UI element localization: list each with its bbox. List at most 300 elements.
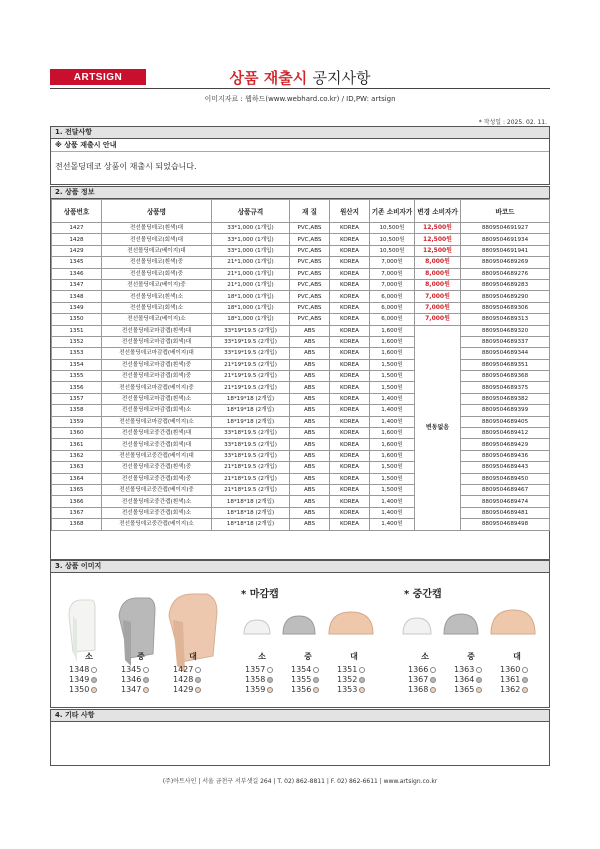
table-row: [52, 314, 550, 325]
table-cell: KOREA: [330, 268, 370, 279]
product-code: 1359: [245, 685, 266, 694]
product-code: 1355: [291, 675, 312, 684]
table-cell: 전선몰딩데코마감캡(회색)중: [102, 371, 212, 382]
table-cell: KOREA: [330, 393, 370, 404]
table-cell: KOREA: [330, 428, 370, 439]
middle-cap-white-image: [403, 618, 431, 634]
table-cell: ABS: [290, 393, 330, 404]
table-cell: 1364: [52, 473, 102, 484]
table-cell: 8809504689313: [461, 314, 550, 325]
table-cell: ABS: [290, 484, 330, 495]
table-cell: 8809504689436: [461, 450, 550, 461]
table-cell: 10,500원: [370, 223, 415, 234]
table-cell: KOREA: [330, 234, 370, 245]
table-cell: 18*19*18 (2개입): [212, 393, 290, 404]
color-swatch-icon: [313, 687, 319, 693]
table-cell: 전선몰딩데코마감캡(회색)대: [102, 336, 212, 347]
table-cell: 8809504689450: [461, 473, 550, 484]
table-row: [52, 473, 550, 484]
table-cell: ABS: [290, 382, 330, 393]
table-cell: 전선몰딩데코중간캡(흰색)대: [102, 428, 212, 439]
table-cell: 1,500원: [370, 462, 415, 473]
table-cell: KOREA: [330, 450, 370, 461]
table-cell: 1348: [52, 291, 102, 302]
table-cell: 1,400원: [370, 507, 415, 518]
section-heading: 3. 상품 이미지: [51, 561, 549, 573]
table-cell: 18*19*18 (2개입): [212, 405, 290, 416]
table-cell: 8,000원: [415, 257, 461, 268]
table-cell: 8809504689368: [461, 371, 550, 382]
color-swatch-icon: [359, 677, 365, 683]
product-code: 1354: [291, 665, 312, 674]
table-row: [52, 234, 550, 245]
table-cell: 21*19*19.5 (2개입): [212, 371, 290, 382]
table-cell: 전선몰딩데코마감캡(흰색)대: [102, 325, 212, 336]
table-cell: 전선몰딩데코중간캡(흰색)소: [102, 496, 212, 507]
column-header: 재 질: [290, 200, 330, 223]
table-cell: 전선몰딩데코(베이지)소: [102, 314, 212, 325]
table-cell: 1429: [52, 245, 102, 256]
table-cell: 1,600원: [370, 336, 415, 347]
table-cell: 전선몰딩데코마감캡(베이지)대: [102, 348, 212, 359]
table-cell: 6,000원: [370, 314, 415, 325]
table-cell: KOREA: [330, 359, 370, 370]
table-cell: 21*1,000 (1개입): [212, 268, 290, 279]
table-cell: 1,500원: [370, 484, 415, 495]
table-cell: 1347: [52, 279, 102, 290]
product-code: 1366: [408, 665, 429, 674]
product-code-grid: [69, 665, 225, 695]
table-cell: 1365: [52, 484, 102, 495]
column-header: 상품규격: [212, 200, 290, 223]
color-swatch-icon: [359, 687, 365, 693]
artsign-logo: ARTSIGN: [50, 69, 146, 85]
table-cell: ABS: [290, 416, 330, 427]
table-cell: 1346: [52, 268, 102, 279]
color-swatch-icon: [267, 667, 273, 673]
table-cell: 8809504689306: [461, 302, 550, 313]
product-table: [51, 199, 550, 531]
table-cell: KOREA: [330, 507, 370, 518]
table-cell: 7,000원: [415, 314, 461, 325]
table-cell: 7,000원: [415, 302, 461, 313]
table-cell: 1349: [52, 302, 102, 313]
product-code: 1360: [500, 665, 521, 674]
table-cell: 8809504689405: [461, 416, 550, 427]
table-cell: 전선몰딩데코(흰색)대: [102, 223, 212, 234]
product-code: 1429: [173, 685, 194, 694]
table-cell: 1,400원: [370, 519, 415, 530]
size-labels: [63, 651, 219, 662]
table-cell: 1368: [52, 519, 102, 530]
table-row: [52, 291, 550, 302]
section-heading: 4. 기타 사항: [51, 710, 549, 722]
product-code: 1356: [291, 685, 312, 694]
size-label: 소: [85, 652, 93, 661]
table-cell: 8809504689290: [461, 291, 550, 302]
size-label: 대: [513, 652, 521, 661]
table-cell: KOREA: [330, 336, 370, 347]
end-cap-gray-image: [283, 616, 315, 634]
product-code: 1361: [500, 675, 521, 684]
table-cell: 18*18*18 (2개입): [212, 519, 290, 530]
table-row: [52, 450, 550, 461]
column-header: 상품명: [102, 200, 212, 223]
column-header: 상품번호: [52, 200, 102, 223]
notice-body: 전선몰딩데코 상품이 재출시 되었습니다.: [55, 162, 197, 171]
table-cell: KOREA: [330, 348, 370, 359]
table-row: [52, 382, 550, 393]
table-cell: PVC,ABS: [290, 302, 330, 313]
page-title: [0, 67, 600, 88]
table-cell: ABS: [290, 519, 330, 530]
table-cell: 33*19*19.5 (2개입): [212, 325, 290, 336]
section-etc: [50, 709, 550, 766]
color-swatch-icon: [522, 677, 528, 683]
table-cell: 전선몰딩데코(흰색)중: [102, 257, 212, 268]
table-cell: 8809504689498: [461, 519, 550, 530]
table-cell: 8809504689443: [461, 462, 550, 473]
section-heading: 1. 전달사항: [51, 127, 549, 139]
table-cell: ABS: [290, 473, 330, 484]
section-product-images: [50, 560, 550, 708]
image-group-title: * 중간캡: [404, 589, 442, 600]
table-row: [52, 371, 550, 382]
middle-cap-beige-image: [491, 610, 535, 634]
product-code: 1367: [408, 675, 429, 684]
table-cell: ABS: [290, 359, 330, 370]
product-code: 1345: [121, 665, 142, 674]
table-cell: KOREA: [330, 302, 370, 313]
table-cell: KOREA: [330, 257, 370, 268]
table-cell: 8809504689467: [461, 484, 550, 495]
table-row: [52, 519, 550, 530]
table-cell: 12,500원: [415, 245, 461, 256]
table-cell: 1,600원: [370, 439, 415, 450]
table-cell: 18*18*18 (2개입): [212, 496, 290, 507]
color-swatch-icon: [195, 687, 201, 693]
table-cell: 8809504689382: [461, 393, 550, 404]
table-cell: PVC,ABS: [290, 291, 330, 302]
table-cell: 33*18*19.5 (2개입): [212, 428, 290, 439]
color-swatch-icon: [430, 667, 436, 673]
table-cell: 33*1,000 (1개입): [212, 245, 290, 256]
table-cell: 8809504689399: [461, 405, 550, 416]
table-cell: 8809504691941: [461, 245, 550, 256]
color-swatch-icon: [522, 687, 528, 693]
product-code: 1352: [337, 675, 358, 684]
table-cell: 8809504689320: [461, 325, 550, 336]
table-row: [52, 268, 550, 279]
table-cell: KOREA: [330, 519, 370, 530]
table-cell: 1345: [52, 257, 102, 268]
table-cell: 전선몰딩데코중간캡(회색)중: [102, 473, 212, 484]
table-row: [52, 416, 550, 427]
table-cell: ABS: [290, 496, 330, 507]
table-cell: KOREA: [330, 462, 370, 473]
table-cell: KOREA: [330, 245, 370, 256]
table-cell: 6,000원: [370, 302, 415, 313]
table-cell: 18*1,000 (1개입): [212, 291, 290, 302]
table-cell: 1357: [52, 393, 102, 404]
table-cell: 33*1,000 (1개입): [212, 223, 290, 234]
color-swatch-icon: [91, 667, 97, 673]
product-code: 1363: [454, 665, 475, 674]
table-cell: 8809504689481: [461, 507, 550, 518]
written-date: * 작성일 : 2025. 02. 11.: [478, 119, 547, 126]
table-cell: ABS: [290, 439, 330, 450]
title-highlight: 상품 재출시: [229, 69, 308, 87]
product-code: 1346: [121, 675, 142, 684]
table-cell: 7,000원: [370, 268, 415, 279]
table-cell: 1350: [52, 314, 102, 325]
table-cell: 1,400원: [370, 393, 415, 404]
size-label: 중: [137, 652, 145, 661]
table-cell: 1,400원: [370, 416, 415, 427]
table-row: [52, 359, 550, 370]
table-cell: ABS: [290, 450, 330, 461]
table-row: [52, 405, 550, 416]
product-code-grid: [245, 665, 383, 695]
table-cell: KOREA: [330, 371, 370, 382]
table-cell: 6,000원: [370, 291, 415, 302]
table-row: [52, 428, 550, 439]
table-row: [52, 462, 550, 473]
table-cell: 1367: [52, 507, 102, 518]
table-cell: 전선몰딩데코마감캡(흰색)소: [102, 393, 212, 404]
table-cell: 8809504691927: [461, 223, 550, 234]
table-cell: 8809504689412: [461, 428, 550, 439]
table-cell: 21*1,000 (1개입): [212, 257, 290, 268]
table-row: [52, 393, 550, 404]
table-cell: KOREA: [330, 314, 370, 325]
product-code: 1349: [69, 675, 90, 684]
table-cell: 1355: [52, 371, 102, 382]
table-cell: 1352: [52, 336, 102, 347]
product-code: 1350: [69, 685, 90, 694]
table-cell: 1,500원: [370, 359, 415, 370]
table-cell: 12,500원: [415, 223, 461, 234]
table-cell: KOREA: [330, 416, 370, 427]
table-cell: 1,500원: [370, 382, 415, 393]
table-cell: 1363: [52, 462, 102, 473]
table-cell: ABS: [290, 428, 330, 439]
color-swatch-icon: [267, 677, 273, 683]
section-product-info: [50, 186, 550, 560]
table-row: [52, 302, 550, 313]
table-cell: KOREA: [330, 496, 370, 507]
color-swatch-icon: [143, 667, 149, 673]
table-cell: 7,000원: [415, 291, 461, 302]
table-cell: 10,500원: [370, 245, 415, 256]
table-cell: PVC,ABS: [290, 223, 330, 234]
table-cell: ABS: [290, 336, 330, 347]
table-cell: 8809504689474: [461, 496, 550, 507]
table-cell: 전선몰딩데코(베이지)대: [102, 245, 212, 256]
product-code: 1347: [121, 685, 142, 694]
table-cell: ABS: [290, 507, 330, 518]
product-code: 1364: [454, 675, 475, 684]
webhard-info: 이미지자료 : 웹하드(www.webhard.co.kr) / ID,PW: artsign: [204, 95, 396, 103]
color-swatch-icon: [476, 677, 482, 683]
table-row: [52, 507, 550, 518]
table-cell: 8809504689276: [461, 268, 550, 279]
table-row: [52, 279, 550, 290]
size-label: 소: [421, 652, 429, 661]
end-cap-beige-image: [329, 612, 373, 634]
table-cell: 1,500원: [370, 371, 415, 382]
table-cell: 전선몰딩데코마감캡(베이지)중: [102, 382, 212, 393]
table-cell: 21*18*19.5 (2개입): [212, 473, 290, 484]
table-cell: 1,500원: [370, 473, 415, 484]
table-cell: 21*19*19.5 (2개입): [212, 382, 290, 393]
table-cell: KOREA: [330, 439, 370, 450]
table-cell: ABS: [290, 371, 330, 382]
table-cell: 18*1,000 (1개입): [212, 314, 290, 325]
table-cell: 전선몰딩데코(흰색)소: [102, 291, 212, 302]
table-cell: 8809504689375: [461, 382, 550, 393]
table-cell: 8,000원: [415, 268, 461, 279]
title-divider: [50, 88, 550, 89]
table-cell: 33*19*19.5 (2개입): [212, 336, 290, 347]
table-cell: 1,600원: [370, 428, 415, 439]
table-cell: 전선몰딩데코마감캡(베이지)소: [102, 416, 212, 427]
table-cell: 8809504689351: [461, 359, 550, 370]
table-cell: 18*19*18 (2개입): [212, 416, 290, 427]
table-cell: 8809504689429: [461, 439, 550, 450]
table-cell: 전선몰딩데코중간캡(베이지)중: [102, 484, 212, 495]
table-cell: 33*19*19.5 (2개입): [212, 348, 290, 359]
table-row: [52, 257, 550, 268]
color-swatch-icon: [143, 677, 149, 683]
table-cell: 1,600원: [370, 450, 415, 461]
notice-subject: ※ 상품 재출시 안내: [51, 139, 549, 152]
table-cell: ABS: [290, 462, 330, 473]
section-heading: 2. 상품 정보: [51, 187, 549, 199]
table-cell: ABS: [290, 325, 330, 336]
table-cell: 1427: [52, 223, 102, 234]
section-notice: [50, 126, 550, 185]
price-unchanged-cell: 변동없음: [415, 325, 461, 530]
table-cell: PVC,ABS: [290, 245, 330, 256]
table-row: [52, 496, 550, 507]
product-code: 1348: [69, 665, 90, 674]
table-cell: 33*18*19.5 (2개입): [212, 450, 290, 461]
table-row: [52, 325, 550, 336]
table-cell: 전선몰딩데코(회색)소: [102, 302, 212, 313]
column-header: 기존 소비자가: [370, 200, 415, 223]
table-cell: 1366: [52, 496, 102, 507]
product-code: 1365: [454, 685, 475, 694]
color-swatch-icon: [313, 677, 319, 683]
table-row: [52, 348, 550, 359]
table-cell: 8,000원: [415, 279, 461, 290]
product-code: 1358: [245, 675, 266, 684]
size-label: 소: [258, 652, 266, 661]
table-cell: 8809504691934: [461, 234, 550, 245]
table-cell: 1356: [52, 382, 102, 393]
table-cell: 33*18*19.5 (2개입): [212, 439, 290, 450]
middle-cap-gray-image: [444, 614, 478, 634]
color-swatch-icon: [195, 667, 201, 673]
table-cell: 8809504689269: [461, 257, 550, 268]
table-cell: KOREA: [330, 484, 370, 495]
product-code: 1368: [408, 685, 429, 694]
column-header: 원산지: [330, 200, 370, 223]
table-cell: 21*18*19.5 (2개입): [212, 484, 290, 495]
table-cell: 1359: [52, 416, 102, 427]
table-cell: PVC,ABS: [290, 279, 330, 290]
image-group-title: * 마감캡: [241, 589, 279, 600]
table-cell: 33*1,000 (1개입): [212, 234, 290, 245]
table-cell: 전선몰딩데코마감캡(흰색)중: [102, 359, 212, 370]
color-swatch-icon: [522, 667, 528, 673]
product-code: 1427: [173, 665, 194, 674]
table-cell: 전선몰딩데코중간캡(베이지)대: [102, 450, 212, 461]
table-cell: KOREA: [330, 405, 370, 416]
table-cell: 7,000원: [370, 279, 415, 290]
table-cell: ABS: [290, 405, 330, 416]
table-cell: 1428: [52, 234, 102, 245]
size-label: 대: [189, 652, 197, 661]
color-swatch-icon: [476, 687, 482, 693]
table-row: [52, 245, 550, 256]
column-header: 바코드: [461, 200, 550, 223]
company-footer: (주)아트사인 | 서울 금천구 서부샛길 264 | T. 02) 862-8811 | F. 02) 862-6611 | www.artsign.co.kr: [162, 778, 438, 785]
table-cell: 21*1,000 (1개입): [212, 279, 290, 290]
table-row: [52, 484, 550, 495]
color-swatch-icon: [267, 687, 273, 693]
table-cell: 전선몰딩데코중간캡(회색)소: [102, 507, 212, 518]
color-swatch-icon: [195, 677, 201, 683]
table-cell: 18*18*18 (2개입): [212, 507, 290, 518]
table-cell: KOREA: [330, 279, 370, 290]
color-swatch-icon: [476, 667, 482, 673]
table-cell: 전선몰딩데코(회색)중: [102, 268, 212, 279]
product-code: 1357: [245, 665, 266, 674]
table-cell: 1361: [52, 439, 102, 450]
color-swatch-icon: [430, 687, 436, 693]
column-header: 변경 소비자가: [415, 200, 461, 223]
table-cell: 1,600원: [370, 348, 415, 359]
end-cap-white-image: [244, 620, 270, 634]
table-cell: 1358: [52, 405, 102, 416]
table-cell: PVC,ABS: [290, 314, 330, 325]
table-cell: KOREA: [330, 382, 370, 393]
table-cell: 21*18*19.5 (2개입): [212, 462, 290, 473]
table-cell: PVC,ABS: [290, 257, 330, 268]
table-cell: 1354: [52, 359, 102, 370]
table-row: [52, 223, 550, 234]
table-row: [52, 336, 550, 347]
table-cell: KOREA: [330, 223, 370, 234]
product-code-grid: [408, 665, 546, 695]
table-cell: 1351: [52, 325, 102, 336]
color-swatch-icon: [91, 677, 97, 683]
table-cell: 1,400원: [370, 405, 415, 416]
table-cell: 전선몰딩데코(회색)대: [102, 234, 212, 245]
table-cell: KOREA: [330, 325, 370, 336]
table-cell: 8809504689344: [461, 348, 550, 359]
table-cell: 전선몰딩데코(베이지)중: [102, 279, 212, 290]
table-cell: 전선몰딩데코마감캡(회색)소: [102, 405, 212, 416]
product-code: 1362: [500, 685, 521, 694]
size-label: 대: [350, 652, 358, 661]
size-labels: [239, 651, 377, 662]
table-cell: KOREA: [330, 473, 370, 484]
product-code: 1428: [173, 675, 194, 684]
size-label: 중: [304, 652, 312, 661]
